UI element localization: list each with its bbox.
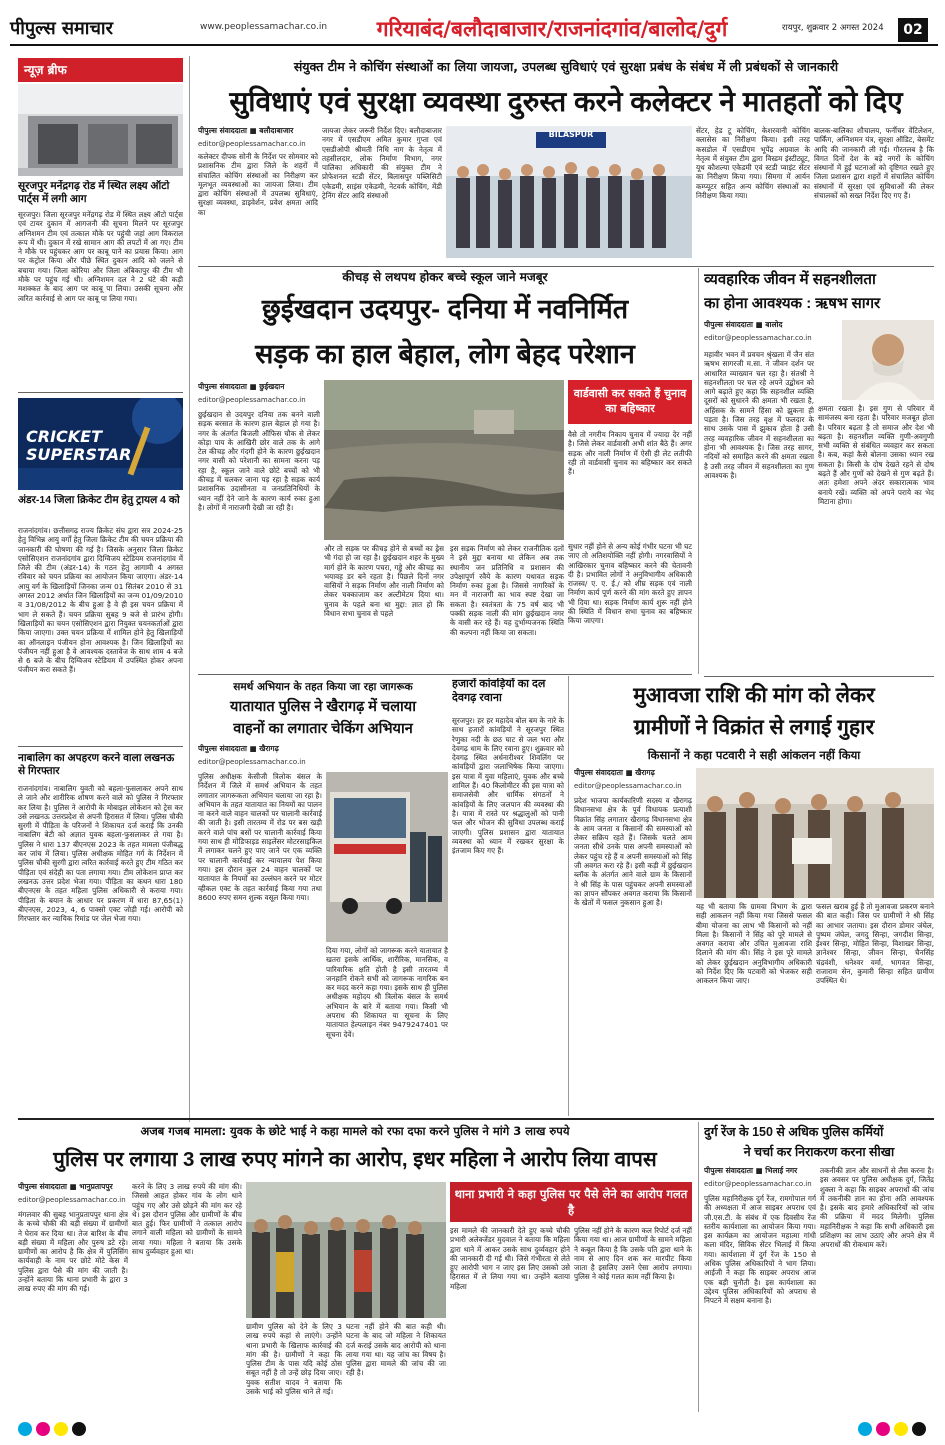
- story7-col5: पुलिस नहीं होने के कारण कल रिपोर्ट दर्ज नहीं किया गया था। आज ग्रामीणों के सामने महिला ने कबूल किया है कि उसके पति द्वारा थाने के नाम से आए दिन शक कर मारपीट किया जाता है इसलिए उसने ऐसा आरोप लगाया। पुलिस ने कोई गलत काम नहीं किया है।: [574, 1226, 692, 1282]
- story3-email: editor@peoplessamachar.co.in: [704, 334, 812, 342]
- story8-col2: तकनीकी ज्ञान और साधनों से लैस करना है। इस अवसर पर पुलिस अधीक्षक दुर्ग, जितेंद्र शुक्ला ने कहा कि साइबर अपराधों की जांच में तकनीकी ज्ञान का होना अति आवश्यक है। इसके बाद हमारे अधिकारियों को जांच की प्रक्रिया में मदद मिलेगी। पुलिस महानिरीक्षक ने कहा कि सभी अधिकारी इस प्रशिक्षण का लाभ उठाएं और अपने क्षेत्र में अपराधों की रोकथाम करें।: [820, 1166, 934, 1250]
- story5-body: सूरजपुर। हर हर महादेव बोल बम के नारे के साथ हजारों कांवड़ियों ने सूरजपुर स्थित रेणुका नदी के छठ घाट से जल भरा और देवगढ़ धाम के लिए रवाना हुए। शुक्रवार को देवगढ़ स्थित अर्धनारीश्वर शिवलिंग पर कांवड़ियों द्वारा जलाभिषेक किया जाएगा। इस यात्रा में युवा महिलाएं, युवक और बच्चे शामिल हैं। 40 किलोमीटर की इस यात्रा को समाजसेवी और धार्मिक संगठनों ने कांवड़ियों के लिए जलपान की व्यवस्था की है। यात्रा में रास्ते पर श्रद्धालुओं को पानी फल और भोजन की सुविधा उपलब्ध कराई जाएगी। पुलिस प्रशासन द्वारा यातायात व्यवस्था को ध्यान में रखकर सुरक्षा के इंतजाम किए गए हैं।: [452, 716, 564, 856]
- registration-mark: [18, 1422, 32, 1436]
- story6-col3: फसल खराब हुई है तो मुआवजा प्रकरण बनाने की बात कही। जिस पर ग्रामीणों ने श्री सिंह का आभार जताया। इस दौरान डोमार जंघेल, पुष्पम जंघेल, जगदु सिन्हा, जगदीश सिन्हा, ईश्वर सिन्हा, मोहित सिन्हा, विशाखर सिन्हा, ज्ञानेश्वर सिन्हा, जीवन सिन्हा, चैनसिंह चंद्रवंशी, धनेश्वर वर्मा, भागवत सिन्हा, राजाराम सेन, कुमारी सिन्हा सहित ग्रामीण उपस्थित थे।: [816, 902, 934, 986]
- story1-byline: पीपुल्स संवाददाता ■ बलौदाबाजार: [198, 126, 294, 135]
- story4-headline-line1: यातायात पुलिस ने खैरागढ़ में चलाया: [230, 699, 416, 715]
- column-divider: [568, 676, 569, 1116]
- story3-headline-line2: का होना आवश्यक : ऋषभ सागर: [704, 295, 881, 312]
- brief-1-headline: सूरजपुर मनेंद्रगढ़ रोड में स्थित लक्ष्य ऑटो पार्ट्स में लगी आग: [18, 180, 170, 205]
- page-number: 02: [898, 18, 928, 42]
- registration-mark: [858, 1422, 872, 1436]
- villagers-protest-photo: [246, 1182, 446, 1318]
- story8-headline-line2: ने चर्चा कर निराकरण करना सीखा: [743, 1145, 895, 1159]
- story6-headline-line2: ग्रामीणों ने विक्रांत से लगाई गुहार: [633, 716, 875, 739]
- fire-shop-photo: [18, 84, 183, 176]
- registration-mark: [876, 1422, 890, 1436]
- story7-col3: ग्रामीण पुलिस को देने के लिए 3 लाख रुपये कहां से लाएंगे। उन्होंने थाना प्रभारी के खिलाफ कार्रवाई की मांग की है। ग्रामीणों ने कहा कि पुलिस टीम के पास यदि कोई ठोस सबूत नहीं है तो उन्हें छोड़ दिया जाए। युवक सतीश यादव ने बताया कि उसके भाई को पुलिस थाने ले गई।: [246, 1322, 342, 1397]
- website-url: www.peoplessamachar.co.in: [200, 22, 328, 32]
- photo-sign-text: BILASPUR: [548, 130, 594, 139]
- dateline: रायपुर, शुक्रवार 2 अगस्त 2024: [782, 23, 884, 33]
- story2-kicker: कीचड़ से लथपथ होकर बच्चे स्कूल जाने मजबूर: [342, 270, 548, 284]
- story3-headline-line1: व्यवहारिक जीवन में सहनशीलता: [704, 271, 876, 288]
- story1-kicker: संयुक्त टीम ने कोचिंग संस्थाओं का लिया जायजा, उपलब्ध सुविधाएं एवं सुरक्षा प्रबंध के संबंध में ली प्रबंधकों से जानकारी: [293, 59, 839, 74]
- story7-callout-title: थाना प्रभारी ने कहा पुलिस पर पैसे लेने का आरोप गलत है: [450, 1182, 692, 1222]
- story6-col1: प्रदेश भाजपा कार्यकारिणी सदस्य व खैरागढ़ विधानसभा क्षेत्र के पूर्व विधायक प्रत्याशी विक्रांत सिंह लगातार खैरागढ़ विधानसभा क्षेत्र के आम जनता व किसानों की समस्याओं को लेकर सक्रिय रहते हैं। जिसके चलते आम जनता सीधे उनके पास अपनी समस्याओं को लेकर पहुंच रहे हैं व अपनी समस्याओं को सिंह जी अवगत करा रहे हैं। इसी कड़ी में छुईखदान ब्लॉक के अंतर्गत आने वाले ग्राम के किसानों ने श्री सिंह के पास पहुंचकर अपनी समस्याओं का ज्ञापन सौंपकर अवगत कराया कि किसानों के खेतों में फसल नुकसान हुआ है।: [574, 796, 692, 908]
- story7-email: editor@peoplessamachar.co.in: [18, 1196, 126, 1204]
- story2-byline: पीपुल्स संवाददाता ■ छुईखदान: [198, 382, 285, 391]
- divider: [704, 676, 934, 677]
- registration-mark: [912, 1422, 926, 1436]
- story7-col2: करने के लिए 3 लाख रुपये की मांग की। जिससे आहत होकर गांव के लोग थाने पहुंच गए और उसे छोड़ने की मांग कर रहे थे। इस दौरान पुलिस और ग्रामीणों के बीच बात हुई। फिर ग्रामीणों ने तत्काल आरोप लगाने वाली महिला को ग्रामीणों के सामने लाया गया। महिला ने बताया कि उसके साथ दुर्व्यवहार हुआ था।: [132, 1182, 242, 1257]
- story2-col4: सुधार नहीं होने से अन्य कोई गंभीर घटना भी घट जाए तो अतिशयोक्ति नहीं होगी। नगरवासियों ने आखिरकार चुनाव बहिष्कार करने की चेतावनी दी है। प्रभावित लोगों ने अनुविभागीय अधिकारी राजस्व/ ए. ए. ई./ को शीघ्र सड़क एवं नाली निर्माण कार्य पूर्ण करने की मांग करते हुए ज्ञापन भी दिया था। सड़क निर्माण कार्य शुरू नहीं होने की स्थिति में विधान सभा चुनाव का बहिष्कार किया जाएगा।: [568, 542, 692, 626]
- story2-headline-line2: सड़क का हाल बेहाल, लोग बेहद परेशान: [255, 339, 635, 369]
- edition-cities: गरियाबंद/बलौदाबाजार/राजनांदगांव/बालोद/दुर्ग: [376, 17, 728, 41]
- story1-headline: सुविधाएं एवं सुरक्षा व्यवस्था दुरुस्त करने कलेक्टर ने मातहतों को दिए: [229, 86, 903, 117]
- story7-kicker: अजब गजब मामला: युवक के छोटे भाई ने कहा मामले को रफा दफा करने पुलिस ने मांगे 3 लाख रुपये: [140, 1124, 570, 1138]
- story7-headline: पुलिस पर लगाया 3 लाख रुपए मांगने का आरोप, इधर महिला ने आरोप लिया वापस: [53, 1148, 657, 1171]
- brief-2-body: राजनांदगांव। छत्तीसगढ़ राज्य क्रिकेट संघ द्वारा सत्र 2024-25 हेतु विभिन्न आयु वर्गों हेतु जिला क्रिकेट टीम की चयन प्रक्रिया की जानकारी की घोषणा की गई है। जिसके अनुसार जिला क्रिकेट एसोसिएशन राजनांदगांव द्वारा दिग्विजय स्टेडियम राजनांदगांव में जिले की टीम (अंडर-14) के गठन हेतु आगामी 4 अगस्त रविवार को चयन प्रक्रिया का आयोजन किया जाएगा। अंडर-14 आयु वर्ग के खिलाड़ियों जिनका जन्म 01 सितंबर 2010 से 31 अगस्त 2012 अर्थात जिन खिलाड़ियों का जन्म 01/09/2010 व 31/08/2012 के बीच हुआ है वे ही इस चयन प्रक्रिया में भाग ले सकते हैं। चयन प्रक्रिया सुबह 9 बजे से प्रारंभ होगी। खिलाड़ियों का चयन एसोसिएशन द्वारा नियुक्त चयनकर्ताओं द्वारा किया जाएगा। उक्त चयन प्रक्रिया में शामिल होने हेतु खिलाड़ियों का ऑनलाइन पंजीयन होना आवश्यक है। जिन खिलाड़ियों का पंजीयन नहीं हुआ है वे आवश्यक दस्तावेज के साथ शाम 4 बजे से 6 बजे के बीच दिग्विजय स्टेडियम में उपस्थित होकर अपना पंजीयन करा सकते हैं।: [18, 526, 183, 675]
- story7-col4: घटना नहीं होने की बात कही थी। घटना के बाद जो महिला ने शिकायत दर्ज कराई उसके बाद आरोपी को थाना लाया गया था। यह जांच का विषय है। पुलिस द्वारा मामले की जांच की जा रही है।: [346, 1322, 446, 1378]
- story1-col2: जायजा लेकर जरूरी निर्देश दिए। बलौदाबाजार नगर में एसडीएम अमित कुमार गुप्ता एवं एसडीओपी श्रीमती निधि नाग के नेतृत्व में तहसीलदार, लोक निर्माण विभाग, नगर पालिका अधिकारी की संयुक्त टीम ने प्रोफेशनल स्टडी सेंटर, बिलासपुर पब्लिसिटी एकेडमी, साइंस एकेडमी, नेटवर्क कोचिंग, मेंडी ट्रेनिंग सेंटर आदि संस्थाओं: [322, 126, 442, 201]
- story4-byline: पीपुल्स संवाददाता ■ खैरागढ़: [198, 744, 279, 753]
- registration-mark: [894, 1422, 908, 1436]
- news-brief-label: न्यूज़ ब्रीफ: [18, 58, 183, 82]
- story7-callout-body: इस मामले की जानकारी देते हुए कच्चे चौकी प्रभारी अलेक्जेंडर मुदवाल ने बताया कि महिला द्वारा थाने में आकर उसके साथ दुर्व्यवहार होने की जानकारी दी गई थी। जिसे गंभीरता से लेते हुए आरोपी भाग न जाए इस लिए उसको उसे हिरासत में ले लिया गया था। उन्होंने बताया महिला: [450, 1226, 570, 1291]
- cricket-banner-text: CRICKET SUPERSTAR: [26, 427, 132, 464]
- story7-byline: पीपुल्स संवाददाता ■ भानुप्रतापपुर: [18, 1182, 113, 1191]
- story3-col1: महावीर भवन में प्रवचन श्रृंखला में जैन संत ऋषभ सागरजी म.सा. ने जीवन दर्शन पर आधारित व्याख्यान चल रहा है। संतश्री ने सहनशीलता पर चल रहे अपने उद्बोधन को आगे बढ़ाते हुए कहा कि सहनशील व्यक्ति दूसरों को सुधारने की क्षमता भी रखता है, अहिंसक के सामने हिंसा को झुकना ही पड़ता है। जिस तरह वृक्ष में फलदार के साथ उसके पास में झुकाव होता है उसी तरह व्यवहारिक जीवन में सहनशीलता का होना भी आवश्यक है। जिस तरह सागर, नदियों को समाहित करने की क्षमता रखता है उसी तरह जीवन में सहनशीलता का गुण आवश्यक है।: [704, 350, 814, 480]
- divider: [198, 674, 692, 675]
- inspection-team-photo: [446, 126, 692, 258]
- story4-headline-line2: वाहनों का लगातार चेकिंग अभियान: [233, 721, 413, 737]
- villagers-memorandum-photo: [696, 768, 934, 898]
- registration-mark: [36, 1422, 50, 1436]
- story8-headline-line1: दुर्ग रेंज के 150 से अधिक पुलिस कर्मियों: [704, 1125, 884, 1139]
- story1-email: editor@peoplessamachar.co.in: [198, 140, 306, 148]
- story2-callout-body: वैसे तो नगरीय निकाय चुनाव में ज्यादा देर नहीं है। जिसे लेकर वार्डवासी अभी शांत बैठे हैं। अगर सड़क और नाली निर्माण में ऐसी ही लेट लतीफी रही तो वार्डवासी चुनाव का बहिष्कार कर सकते हैं।: [568, 430, 692, 477]
- brief-1-body: सूरजपुर। जिला सूरजपुर मनेंद्रगढ़ रोड में स्थित लक्ष्य ऑटो पार्ट्स एवं टायर दुकान में आगजनी की सूचना मिलने पर सूरजपुर अग्निशमन टीम एवं तत्काल मौके पर पहुंची जहां आग विकराल रूप में थी। दुकान में रखे सामान आग की लपटों में आ गए। टीम ने मौके पर पहुंचकर आग पर काबू पाने का प्रयास किया। आग पर कंट्रोल किया और पीछे स्थित दुकान आदि को जलने से बचाया गया। जिला कोरिया और जिला अंबिकापुर की टीम भी मौके पर पहुंच गई थी। अग्निशमन दल ने 2 घंटे की कड़ी मशक्कत के बाद आग पर काबू पा लिया। उसकी सूचना और त्वरित कार्रवाई से आग पर काबू पा लिया गया।: [18, 210, 183, 303]
- story1-col1: कलेक्टर दीपक सोनी के निर्देश पर सोमवार को प्रशासनिक टीम द्वारा जिले के शहरों में संचालित कोचिंग संस्थाओं का निरीक्षण कर मूलभूत व्यवस्थाओं का जायजा लिया। टीम द्वारा कोचिंग संस्थाओं में उपलब्ध सुविधाएं, सुरक्षा व्यवस्था, डाइवेर्शन, प्रवेश क्षमता आदि का: [198, 152, 318, 217]
- story8-email: editor@peoplessamachar.co.in: [704, 1180, 812, 1188]
- story6-email: editor@peoplessamachar.co.in: [574, 782, 682, 790]
- brief-3-headline: नाबालिग का अपहरण करने वाला लखनऊ से गिरफ्तार: [18, 752, 175, 777]
- divider: [18, 392, 183, 393]
- story2-col2: और तो सड़क पर कीचड़ होने से बच्चों का ड्रेस भी गंदा हो जा रहा है। छुईखदान शहर के मुख्य मार्ग होने के कारण पचरा, गड्ढे और कीचड़ का भयावह डर बने रहता है। पिछले दिनों नगर वासियों ने सड़क निर्माण और नाली निर्माण को लेकर चक्काजाम कर अल्टीमेटम दिया था। चुनाव के पहले बना था मुद्दा: ज्ञात हो कि विधान सभा चुनाव से पहले: [324, 544, 444, 619]
- story5-headline: हजारों कांवड़ियों का दल देवगढ़ रवाना: [452, 678, 546, 704]
- story2-col3: इस सड़क निर्माण को लेकर राजनीतिक दलों ने इसे मुद्दा बनाया था लेकिन अब तक स्थानीय जन प्रतिनिधि व प्रशासन की उपेक्षापूर्ण रवैये के कारण यथावत सड़क निर्माण रुका हुआ है। जिससे नागरिकों के मन में नाराजगी का भाव स्पष्ट देखा जा सकता है। स्वतंत्रता के 75 वर्ष बाद भी पक्की सड़क नाली की मांग छुईखदान नगर के वासी कर रहे हैं। यह दुर्भाग्यजनक स्थिति की कल्पना नहीं किया जा सकता।: [450, 544, 564, 637]
- story4-email: editor@peoplessamachar.co.in: [198, 758, 306, 766]
- story3-col2: क्षमता रखता है। इस गुण से परिवार में सामंजस्य बना रहता है। परिवार मजबूत होता है। परिवार बढ़ता है तो समाज और देश भी बढ़ता है। सहनशील व्यक्ति गुणी-अवगुणी सभी व्यक्ति से संबंधित व्यवहार कर सकता है। कब, कहां कैसे बोलना उसका ध्यान रख सकता है। किसी के दोष देखते रहने से दोष बढ़ते हैं और गुणों को देखने से गुण बढ़ते हैं। अतः हमेशा अपने अंदर सकारात्मक भाव बनाये रखें। व्यक्ति को अपने पराये का भेद मिटाना होगा।: [818, 404, 934, 506]
- story7-col1: मंगलवार की सुबह भानुप्रतापपुर थाना क्षेत्र के कच्चे चौकी की बड़ी संख्या में ग्रामीणों ने घेराव कर दिया था। तेज बारिश के बीच बड़ी संख्या में महिला और पुरुष डटे रहे। ग्रामीणों का आरोप है कि क्षेत्र में पुलिसिंग कार्यवाही के नाम पर छोटे मोटे केस में पुलिस द्वारा पैसे की मांग की जाती है। उन्होंने बताया कि थाना प्रभारी के द्वारा 3 लाख रुपए की मांग की गई।: [18, 1210, 128, 1294]
- column-divider: [698, 268, 699, 674]
- story2-email: editor@peoplessamachar.co.in: [198, 396, 306, 404]
- muddy-road-photo: [324, 380, 564, 540]
- story1-col4: बालक-बालिका शौचालय, फर्नीचर वेंटिलेशन, पार्किंग, अग्निशमन यंत्र, सुरक्षा ऑडिट, बेसमेंट आदि की जानकारी ली गई। गौरतलब है कि विगत दिनों देश के बड़े नगरों के कोचिंग संस्थानों में हुई घटनाओं को दृष्टिगत रखते हुए जिला प्रशासन द्वारा शहरों में संचालित कोचिंग संस्थानों में सुरक्षा एवं सुविधाओं की लेकर संचालकों को सख्त निर्देश दिए गए हैं।: [814, 126, 934, 201]
- story6-col2: यह भी बताया कि ग्रामवा विभाग के द्वारा सही आकलन नहीं किया गया जिससे फसल बीमा योजना का लाभ भी किसानों को नहीं मिला है। किसानों ने सिंह को पूरे मामले से अवगत कराया और उचित मुआवजा राशि दिलाने की मांग की। सिंह ने इस पूरे मामले को लेकर छुईखदान अनुविभागीय अधिकारी को निर्देश दिए कि पटवारी को भेजकर सही आकलन किया जाए।: [696, 902, 812, 986]
- divider: [198, 266, 934, 267]
- story6-byline: पीपुल्स संवाददाता ■ खैरागढ़: [574, 768, 655, 777]
- story8-byline: पीपुल्स संवाददाता ■ भिलाई नगर: [704, 1166, 798, 1175]
- story1-col3: सेंटर, हेड टू कोचिंग, केशरवानी कोचिंग क्लासेस का निरीक्षण किया। इसी तरह कसडोल में एसडीएम भूपेंद्र अग्रवाल के नेतृत्व में संयुक्त टीम द्वारा विस्डम इंस्टीट्यूट, यूथ कौशल्या एकेडमी एवं स्टडी प्वाइंट सेंटर का निरीक्षण किया गया। सिमगा में आर्यन कम्प्यूटर सहित अन्य कोचिंग संस्थाओं का निरीक्षण किया गया।: [696, 126, 810, 201]
- saint-portrait-photo: [842, 320, 934, 400]
- column-divider: [698, 1122, 699, 1412]
- newspaper-logo: पीपुल्स समाचार: [10, 18, 113, 39]
- bus-checking-photo: [326, 772, 448, 942]
- divider: [18, 1118, 934, 1120]
- registration-mark: [54, 1422, 68, 1436]
- story3-byline: पीपुल्स संवाददाता ■ बालोद: [704, 320, 783, 329]
- story4-col2: दिया गया, लोगों को जागरूक करने यातायात है खतरा इसके आर्थिक, शारीरिक, मानसिक, व पारिवारिक क्षति होती है इसी तारतम्य में जनहानि रोकने सभी को जागरूक नागरिक बन कर मदद करने कहा गया। इसके साथ ही पुलिस अधीक्षक महोदय श्री त्रिलोक बंसल के समर्थ अभियान के बारे में बताया गया। किसी भी अपराध की शिकायत या सूचना के लिए यातायात हेल्पलाइन नंबर 9479247401 पर सूचना देवें।: [326, 946, 448, 1039]
- story6-subhead: किसानों ने कहा पटवारी ने सही आंकलन नहीं किया: [647, 748, 861, 762]
- brief-2-headline: अंडर-14 जिला क्रिकेट टीम हेतु ट्रायल 4 को: [18, 494, 180, 506]
- registration-mark: [72, 1422, 86, 1436]
- divider: [18, 746, 183, 747]
- brief-3-body: राजनांदगांव। नाबालिग युवती को बहला-फुसलाकर अपने साथ ले जाने और शारीरिक शोषण करने वाले को पुलिस ने गिरफ्तार कर लिया है। पुलिस ने आरोपी के मोबाइल लोकेशन को ट्रेस कर उसे लखनऊ उत्तरप्रदेश से अपनी हिरासत में लिया। पुलिस चौकी सुरगी में पीड़िता के परिजनों ने शिकायत दर्ज कराई कि उनकी नाबालिग बेटी को अज्ञात युवक बहला-फुसलाकर ले गया है। पुलिस ने धारा 137 बीएनएस 2023 के तहत मामला पंजीबद्ध कर जांच में लिया। पुलिस अधीक्षक मोहित गर्ग के निर्देशन में पुलिस चौकी सुरगी द्वारा त्वरित कार्रवाई करते हुए टीम गठित कर पीड़िता एवं संदेही का पता लगाया गया। टीम लोकेशन प्राप्त कर लखनऊ उत्तर प्रदेश भेजा गया। पीड़िता का कथन धारा 180 बीएनएस के तहत महिला पुलिस अधिकारी से कराया गया। पीड़िता के बयान के आधार पर प्रकरण में धारा 87,65(1) बीएनएस, 2023, 4, 6 पाक्सो एक्ट जोड़ी गई। आरोपी को गिरफ्तार कर न्यायिक रिमांड पर जेल भेजा गया।: [18, 784, 183, 924]
- story2-headline-line1: छुईखदान उदयपुर- दनिया में नवनिर्मित: [261, 294, 629, 324]
- story4-kicker: समर्थ अभियान के तहत किया जा रहा जागरूक: [233, 681, 413, 693]
- column-divider: [189, 56, 190, 1122]
- story8-col1: पुलिस महानिरीक्षक दुर्ग रेंज, रामगोपाल गर्ग की अध्यक्षता में आज साइबर अपराध एवं जी.एस.टी. के संबंध में एक दिवसीय रेंज स्तरीय कार्यशाला का आयोजन किया गया। इस कार्यक्रम का आयोजन महात्मा गांधी कला मंदिर, सिविक सेंटर भिलाई में किया गया। कार्यशाला में दुर्ग रेंज के 150 से अधिक पुलिस अधिकारियों ने भाग लिया। आईजी ने कहा कि साइबर अपराध आज एक बड़ी चुनौती है। इस कार्यशाला का उद्देश्य पुलिस अधिकारियों को अपराध से निपटने में सक्षम बनाना है।: [704, 1194, 816, 1306]
- story2-callout-title: वार्डवासी कर सकते हैं चुनाव का बहिष्कार: [568, 380, 692, 424]
- story2-col1: छुईखदान से उदयपुर दनिया तक बनने वाली सड़क बरसात के कारण हाल बेहाल हो गया है। नगर के अंतर्गत बिजली ऑफिस चौक से लेकर कोड़ा पाय के आखिरी छोर वाले तक के आगे टेल कीचड़ और गंदगी होने के कारण छुईखदान नगर वासी को परेशानी का सामना करना पड़ रहा है, स्कूल जाने वाले छोटे बच्चों को भी कीचड़ में चलकर जाना पड़ रहा है सड़क कार्य प्रशासनिक उदासीनता व जनप्रतिनिधियों के ध्यान नहीं देने जाने के कारण कार्य रुका हुआ है। लोगों में नाराजगी देखी जा रही है।: [198, 410, 320, 512]
- cricket-superstar-banner: [18, 398, 183, 490]
- story4-col1: पुलिस अधीक्षक केसीजी त्रिलोक बंसल के निर्देशन में जिले में समर्थ अभियान के तहत लगातार जागरूकता अभियान चलाया जा रहा है। अभियान के तहत यातायात का नियमों का पालन ना करने वाले वाहन चालकों पर चालानी कार्रवाई की जाती है। इसी तारतम्य में रोड पर बस खड़ी करने वाले पांच बसों पर चालानी कार्रवाई किया गया साथ ही मोडिफाइड साइलेंसर मोटरसाइकिल में लगाकर चलने हुए पाए जाने पर एक व्यक्ति पर चालानी कार्रवाई कर न्यायालय पेश किया गया। इस दौरान कुल 24 वाहन चालकों पर यातायात के नियमों का उल्लंघन करने पर मोटर व्हीकल एक्ट के तहत कार्रवाई किया गया तथा 8600 रुपए समन शुल्क वसूल किया गया।: [198, 772, 322, 902]
- story6-headline-line1: मुआवजा राशि की मांग को लेकर: [633, 684, 875, 707]
